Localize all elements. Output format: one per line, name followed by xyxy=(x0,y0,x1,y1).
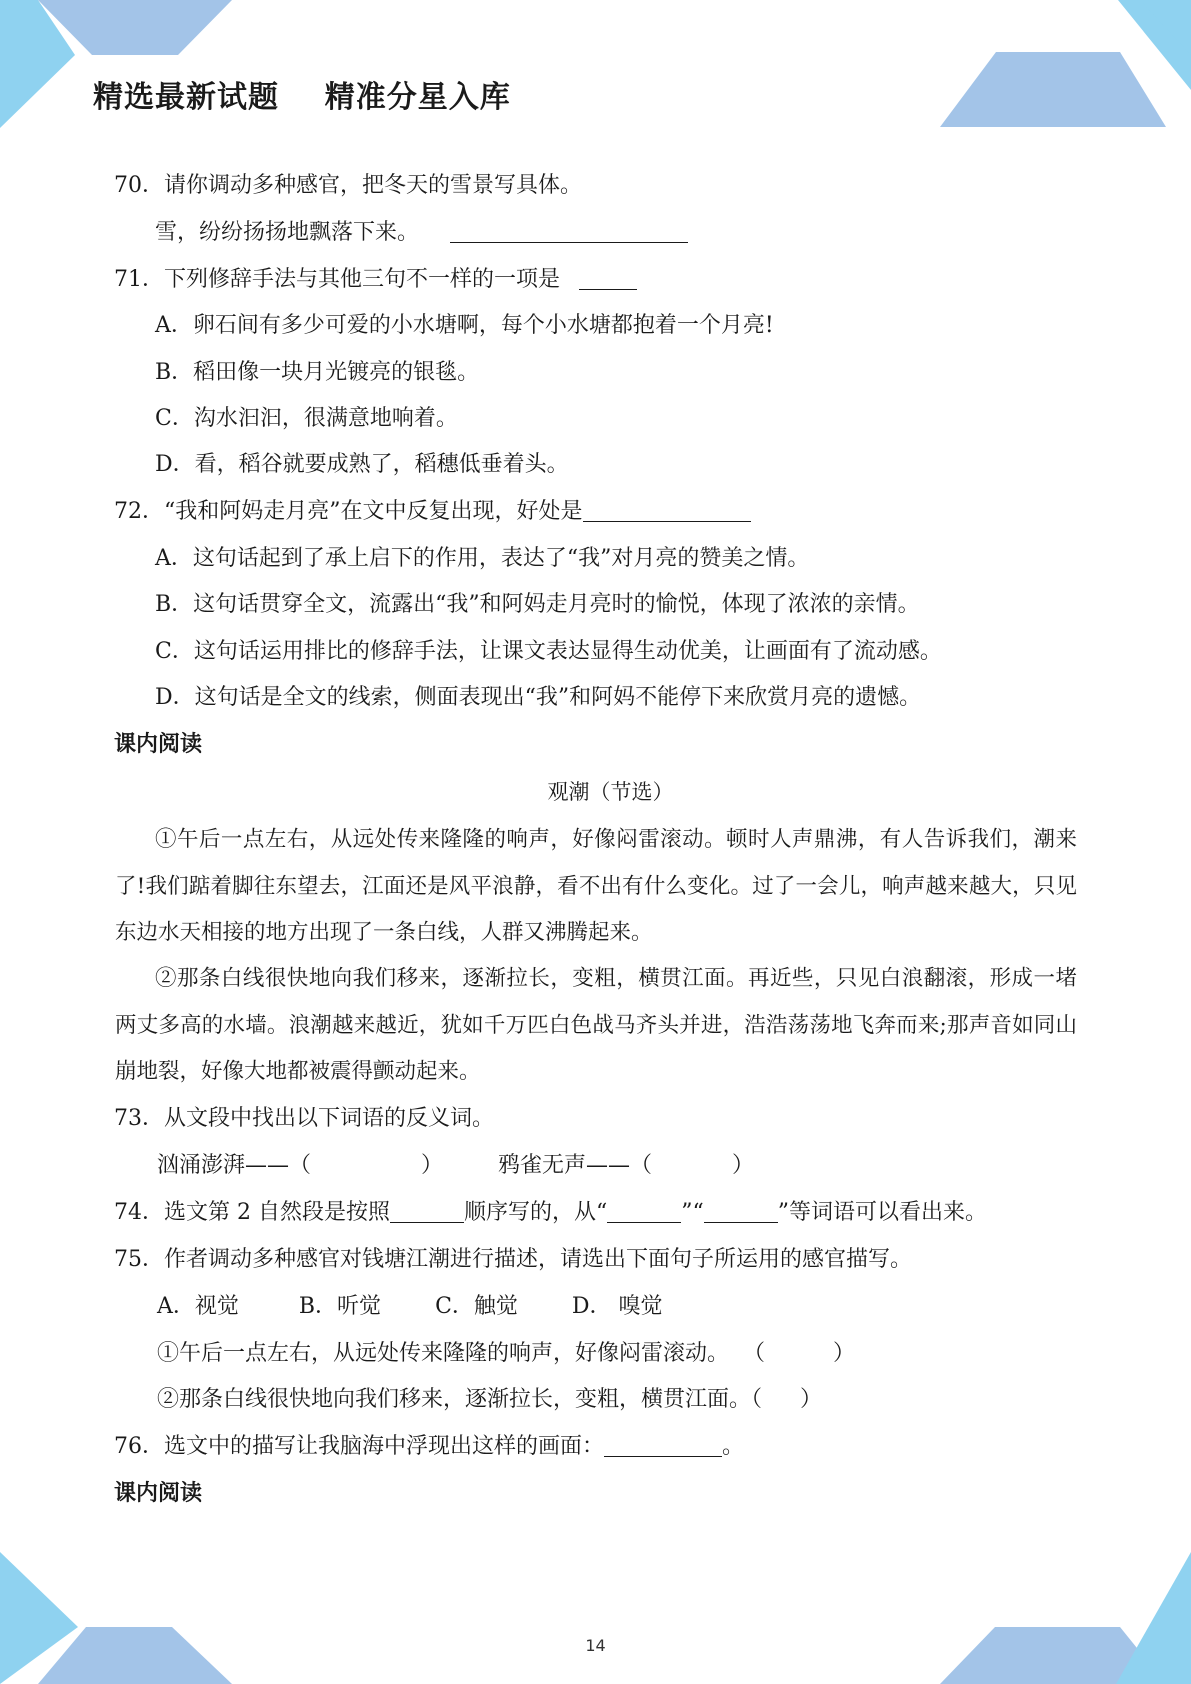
bottom-left-triangle xyxy=(0,1552,78,1684)
section-heading-reading-2: 课内阅读 xyxy=(114,1481,203,1506)
q74-part-3: ”“ xyxy=(681,1200,704,1225)
q74-line xyxy=(114,1198,987,1228)
top-left-trapezoid xyxy=(38,0,232,55)
q70-answer-line xyxy=(155,218,688,248)
q76-answer-blank[interactable] xyxy=(604,1434,722,1457)
q71-stem: 71．下列修辞手法与其他三句不一样的一项是 xyxy=(114,267,560,292)
header-title: 精选最新试题 精准分星入库 xyxy=(93,80,511,115)
q72-stem-line xyxy=(114,497,751,527)
top-right-triangle-2 xyxy=(1140,0,1191,55)
q75-sentence-1 xyxy=(157,1339,855,1369)
q76-end: 。 xyxy=(722,1434,745,1459)
q75-sentence-1-close: ） xyxy=(833,1341,856,1366)
bottom-right-triangle xyxy=(1116,1552,1191,1684)
q73-word-1-close: ） xyxy=(421,1153,444,1178)
q72-answer-blank[interactable] xyxy=(583,499,751,522)
q71-option-d: D．看，稻谷就要成熟了，稻穗低垂着头。 xyxy=(155,452,569,477)
q73-word-2-close: ） xyxy=(732,1153,755,1178)
top-right-triangle xyxy=(1118,0,1191,90)
q76-line xyxy=(114,1432,744,1462)
top-right-trapezoid xyxy=(940,52,1166,127)
q75-sentence-1-text: ①午后一点左右，从远处传来隆隆的响声，好像闷雷滚动。 xyxy=(157,1341,730,1366)
q74-blank-3[interactable] xyxy=(704,1200,778,1223)
top-left-triangle xyxy=(0,0,75,128)
q74-blank-2[interactable] xyxy=(607,1200,681,1223)
q70-sentence: 雪，纷纷扬扬地飘落下来。 xyxy=(155,220,420,245)
q75-sentence-2-open: （ xyxy=(751,1387,763,1412)
q71-option-c: C．沟水汩汩，很满意地响着。 xyxy=(155,406,458,431)
q73-word-2-label: 鸦雀无声——（ xyxy=(498,1153,653,1178)
q71-answer-blank[interactable] xyxy=(579,267,637,290)
q75-sentence-2-text: ②那条白线很快地向我们移来，逐渐拉长，变粗，横贯江面。 xyxy=(157,1387,752,1412)
q70-stem: 70．请你调动多种感官，把冬天的雪景写具体。 xyxy=(114,173,582,198)
q73-word-1 xyxy=(157,1151,443,1181)
q72-option-c: C．这句话运用排比的修辞手法，让课文表达显得生动优美，让画面有了流动感。 xyxy=(155,639,942,664)
q75-choice-c: C．触觉 xyxy=(435,1294,518,1319)
passage-paragraph-1: ①午后一点左右，从远处传来隆隆的响声，好像闷雷滚动。顿时人声鼎沸，有人告诉我们，潮来了!我们踮着脚往东望去，江面还是风平浪静，看不出有什么变化。过了一会儿，响声越来越大，只见东边水天相接的地方出现了一条白线，人群又沸腾起来。 xyxy=(115,827,1077,945)
q74-part-1: 74．选文第 2 自然段是按照 xyxy=(114,1200,390,1225)
q75-sentence-1-open: （ xyxy=(743,1341,766,1366)
q74-part-4: ”等词语可以看出来。 xyxy=(777,1200,987,1225)
q73-word-1-label: 汹涌澎湃——（ xyxy=(157,1153,312,1178)
q73-stem: 73．从文段中找出以下词语的反义词。 xyxy=(114,1106,494,1131)
page-number: 14 xyxy=(585,1636,606,1655)
q75-sentence-2 xyxy=(157,1385,822,1415)
section-heading-reading: 课内阅读 xyxy=(114,732,203,757)
q73-word-2 xyxy=(498,1151,754,1181)
q75-stem: 75．作者调动多种感官对钱塘江潮进行描述，请选出下面句子所运用的感官描写。 xyxy=(114,1247,912,1272)
q71-stem-line xyxy=(114,265,637,295)
q71-option-a: A．卵石间有多少可爱的小水塘啊，每个小水塘都抱着一个月亮! xyxy=(155,313,774,338)
q72-option-a: A．这句话起到了承上启下的作用，表达了“我”对月亮的赞美之情。 xyxy=(155,546,810,571)
q74-blank-1[interactable] xyxy=(390,1200,464,1223)
q74-part-2: 顺序写的，从“ xyxy=(463,1200,608,1225)
q71-option-b: B．稻田像一块月光镀亮的银毯。 xyxy=(155,360,480,385)
q72-stem: 72．“我和阿妈走月亮”在文中反复出现，好处是 xyxy=(114,499,583,524)
q75-sentence-2-close: ） xyxy=(800,1387,823,1412)
passage-title: 观潮（节选） xyxy=(547,780,674,804)
q75-choice-d: D． 嗅觉 xyxy=(571,1294,663,1319)
q76-stem: 76．选文中的描写让我脑海中浮现出这样的画面： xyxy=(114,1434,604,1459)
q72-option-b: B．这句话贯穿全文，流露出“我”和阿妈走月亮时的愉悦，体现了浓浓的亲情。 xyxy=(155,592,920,617)
q72-option-d: D．这句话是全文的线索，侧面表现出“我”和阿妈不能停下来欣赏月亮的遗憾。 xyxy=(155,685,922,710)
q75-choice-a: A．视觉 xyxy=(157,1294,239,1319)
q70-answer-blank[interactable] xyxy=(450,220,688,243)
passage-paragraph-2: ②那条白线很快地向我们移来，逐渐拉长，变粗，横贯江面。再近些，只见白浪翻滚，形成一堵两丈多高的水墙。浪潮越来越近，犹如千万匹白色战马齐头并进，浩浩荡荡地飞奔而来;那声音如同山崩地裂，好像大地都被震得颤动起来。 xyxy=(115,966,1077,1084)
q75-choices xyxy=(157,1292,663,1322)
q75-choice-b: B．听觉 xyxy=(298,1294,382,1319)
